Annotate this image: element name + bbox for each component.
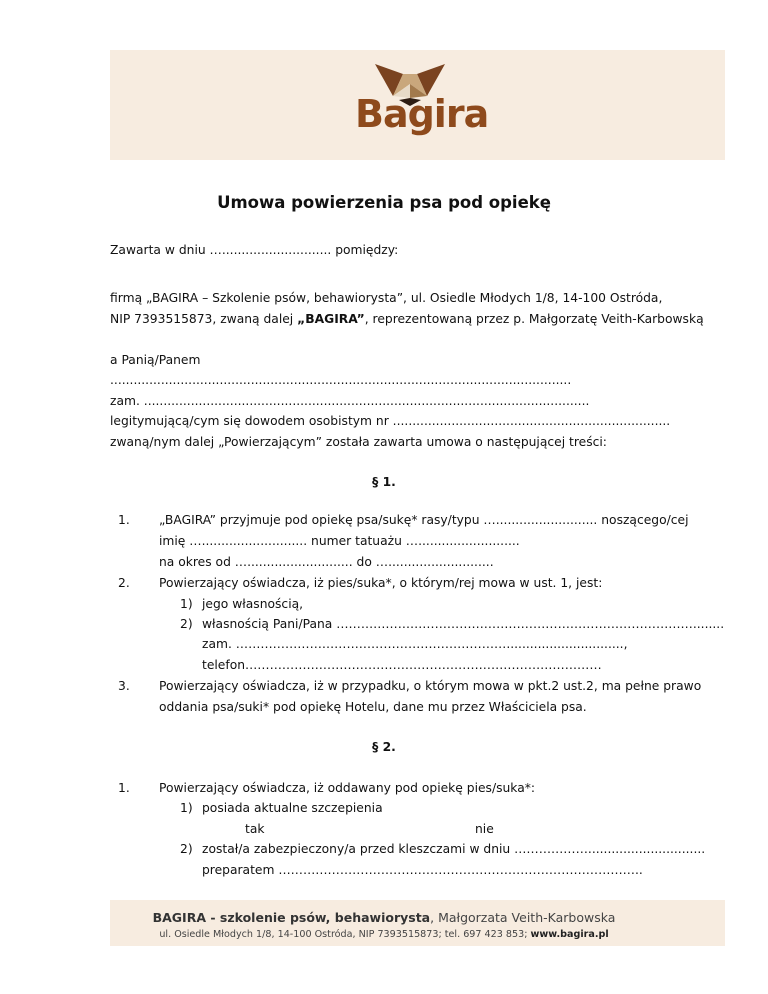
logo-text: Bagira bbox=[355, 92, 489, 136]
footer-website-link[interactable]: www.bagira.pl bbox=[530, 929, 609, 940]
firm-line-1: firmą „BAGIRA – Szkolenie psów, behawiorysta”, ul. Osiedle Młodych 1/8, 14-100 Ostróda, bbox=[110, 291, 663, 305]
s1-p2-sub2: własnością Pani/Pana ……………………………………………………………………………........ bbox=[202, 617, 725, 631]
document-title: Umowa powierzenia psa pod opiekę bbox=[217, 193, 551, 212]
s1-p2-sub2-phone: telefon…………………………………………………………………………… bbox=[202, 658, 602, 672]
s2-p1-line-1: Powierzający oświadcza, iż oddawany pod opiekę pies/suka*: bbox=[159, 781, 536, 795]
s2-sub1-number: 1) bbox=[180, 801, 193, 815]
party-id-field: legitymującą/cym się dowodem osobistym nr ....................................................................... bbox=[110, 414, 671, 428]
party-called-line: zwaną/nym dalej „Powierzającym” została zawarta umowa o następującej treści: bbox=[110, 435, 607, 449]
firm-line-2: NIP 7393515873, zwaną dalej „BAGIRA”, reprezentowaną przez p. Małgorzatę Veith-Karbowską bbox=[110, 312, 704, 326]
s2-sub2-preparation: preparatem …………………………………………………………………………….. bbox=[202, 863, 643, 877]
section-2-heading: § 2. bbox=[372, 740, 396, 754]
party-address-field: zam. .................................................................................................................. bbox=[110, 394, 590, 408]
s1-p3-line-1: Powierzający oświadcza, iż w przypadku, o którym mowa w pkt.2 ust.2, ma pełne prawo bbox=[159, 679, 702, 693]
party-label: a Panią/Panem bbox=[110, 353, 201, 367]
s1-p1-number: 1. bbox=[118, 513, 130, 527]
s1-p2-sub1-number: 1) bbox=[180, 597, 193, 611]
s1-p2-sub2-address: zam. ………………………………………………………….............................., bbox=[202, 637, 628, 651]
s2-sub1: posiada aktualne szczepienia bbox=[202, 801, 383, 815]
s1-p2-line-1: Powierzający oświadcza, iż pies/suka*, o którym/rej mowa w ust. 1, jest: bbox=[159, 576, 603, 590]
s2-sub2: został/a zabezpieczony/a przed kleszczami w dniu ……………….............................. bbox=[202, 842, 706, 856]
option-no: nie bbox=[475, 822, 494, 836]
footer-contact-line: ul. Osiedle Młodych 1/8, 14-100 Ostróda, NIP 7393515873; tel. 697 423 853; www.bagira.pl bbox=[159, 929, 609, 940]
s2-sub2-number: 2) bbox=[180, 842, 193, 856]
s1-p2-sub2-number: 2) bbox=[180, 617, 193, 631]
footer-company-line: BAGIRA - szkolenie psów, behawiorysta, Małgorzata Veith-Karbowska bbox=[152, 910, 616, 925]
section-1-heading: § 1. bbox=[372, 475, 396, 489]
s1-p2-sub1: jego własnością, bbox=[202, 597, 304, 611]
s1-p1-line-1: „BAGIRA” przyjmuje pod opiekę psa/sukę* rasy/typu ….......................... noszącego/cej bbox=[159, 513, 689, 527]
party-name-field: ...................................................................................................................... bbox=[110, 373, 572, 387]
s1-p3-line-2: oddania psa/suki* pod opiekę Hotelu, dane mu przez Właściciela psa. bbox=[159, 700, 587, 714]
s1-p1-line-2: imię …........................... numer tatuażu ….......................... bbox=[159, 534, 520, 548]
option-yes: tak bbox=[245, 822, 265, 836]
s1-p2-number: 2. bbox=[118, 576, 130, 590]
s2-p1-number: 1. bbox=[118, 781, 130, 795]
s1-p1-line-3: na okres od …........................... do …........................... bbox=[159, 555, 494, 569]
s1-p3-number: 3. bbox=[118, 679, 130, 693]
intro-date-line: Zawarta w dniu …............................ pomiędzy: bbox=[110, 243, 399, 257]
